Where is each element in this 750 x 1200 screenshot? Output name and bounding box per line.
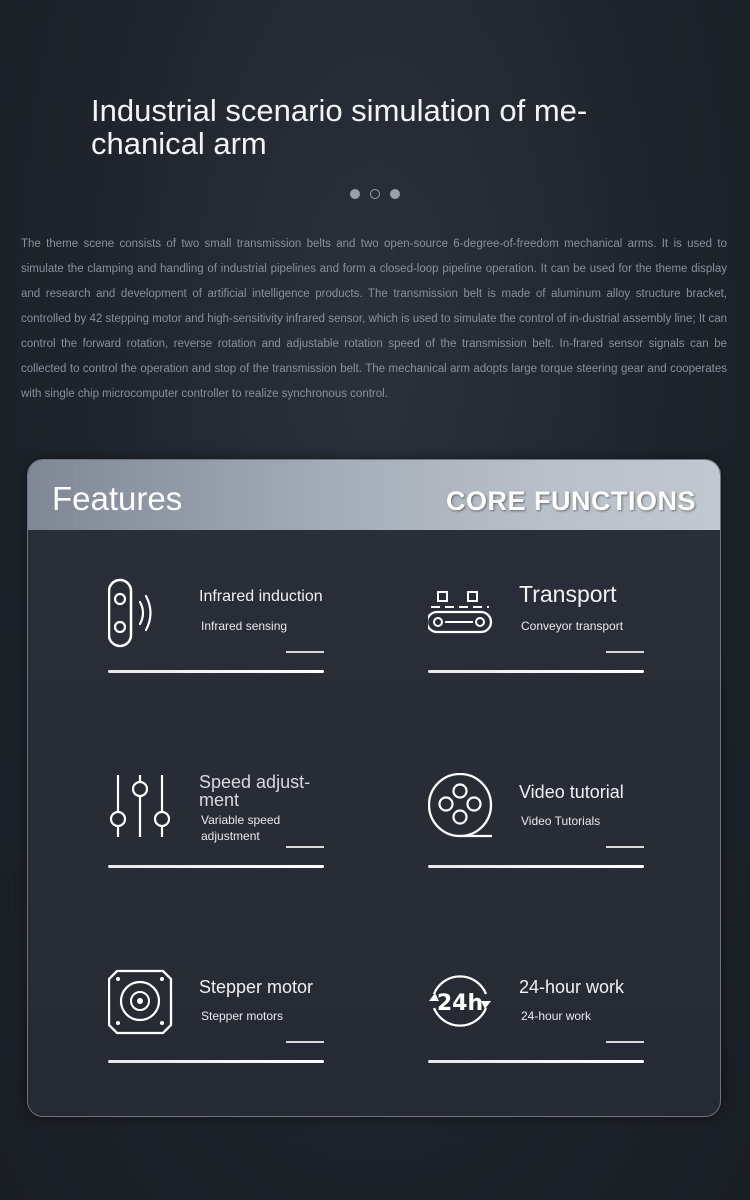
panel-header [28, 460, 720, 530]
divider-short [606, 651, 644, 653]
infrared-sensor-icon [108, 578, 188, 658]
feature-card-24h [428, 968, 668, 1078]
divider-short [606, 846, 644, 848]
features-title: Features [52, 480, 183, 517]
feature-card-speed [108, 773, 348, 883]
description-text: The theme scene consists of two small transmission belts and two open-source 6-degree-of-freedom mechanical arms. It is used to simulate the clamping and handling of industrial pipelines and form a closed-loop pipeline operation. It can be used for the theme display and research and development of artificial intelligence products. The transmission belt is made of aluminum alloy structure bracket, controlled by 42 stepping motor and high-sensitivity infrared sensor, which is used to simulate the control of in-dustrial assembly line; It can control the forward rotation, reverse rotation and adjustable rotation speed of the transmission belt. In-frared sensor signals can be collected to control the operation and stop of the transmission belt. The mechanical arm adopts large torque steering gear and cooperates with single chip microcomputer controller to realize synchronous control. [21, 238, 727, 400]
stepper-motor-icon [108, 968, 188, 1048]
card-title: 24-hour work [519, 977, 625, 997]
features-panel [27, 459, 721, 1117]
card-subtitle: Stepper motors [201, 1009, 284, 1023]
sliders-icon [108, 773, 188, 853]
divider-long [428, 1060, 644, 1063]
card-subtitle: Conveyor transport [521, 619, 624, 633]
carousel-dot[interactable] [370, 189, 380, 199]
feature-card-infrared [108, 578, 348, 688]
24h-label: 24h [436, 991, 484, 1016]
divider-short [286, 651, 324, 653]
carousel-indicator[interactable] [350, 189, 400, 199]
card-subtitle: Variable speed adjustment [201, 813, 281, 843]
page-title: Industrial scenario simulation of me-chanical arm [91, 93, 588, 161]
divider-long [108, 1060, 324, 1063]
feature-card-transport [428, 578, 668, 688]
divider-short [286, 1041, 324, 1043]
divider-long [108, 865, 324, 868]
divider-long [428, 670, 644, 673]
card-subtitle: Video Tutorials [521, 814, 601, 828]
divider-long [108, 670, 324, 673]
card-subtitle: 24-hour work [521, 1009, 592, 1023]
feature-card-stepper [108, 968, 348, 1078]
film-reel-icon [428, 773, 508, 853]
24h-icon [428, 968, 508, 1048]
card-title: Speed adjust-ment [199, 772, 311, 810]
divider-short [286, 846, 324, 848]
card-title: Transport [519, 581, 617, 607]
card-title: Infrared induction [199, 588, 323, 605]
card-subtitle: Infrared sensing [201, 619, 288, 633]
conveyor-icon [428, 578, 508, 658]
divider-short [606, 1041, 644, 1043]
carousel-dot[interactable] [390, 189, 400, 199]
divider-long [428, 865, 644, 868]
core-functions-title: CORE FUNCTIONS [446, 486, 696, 516]
feature-card-video [428, 773, 668, 883]
carousel-dot[interactable] [350, 189, 360, 199]
card-title: Stepper motor [199, 977, 314, 997]
card-title: Video tutorial [519, 782, 624, 802]
